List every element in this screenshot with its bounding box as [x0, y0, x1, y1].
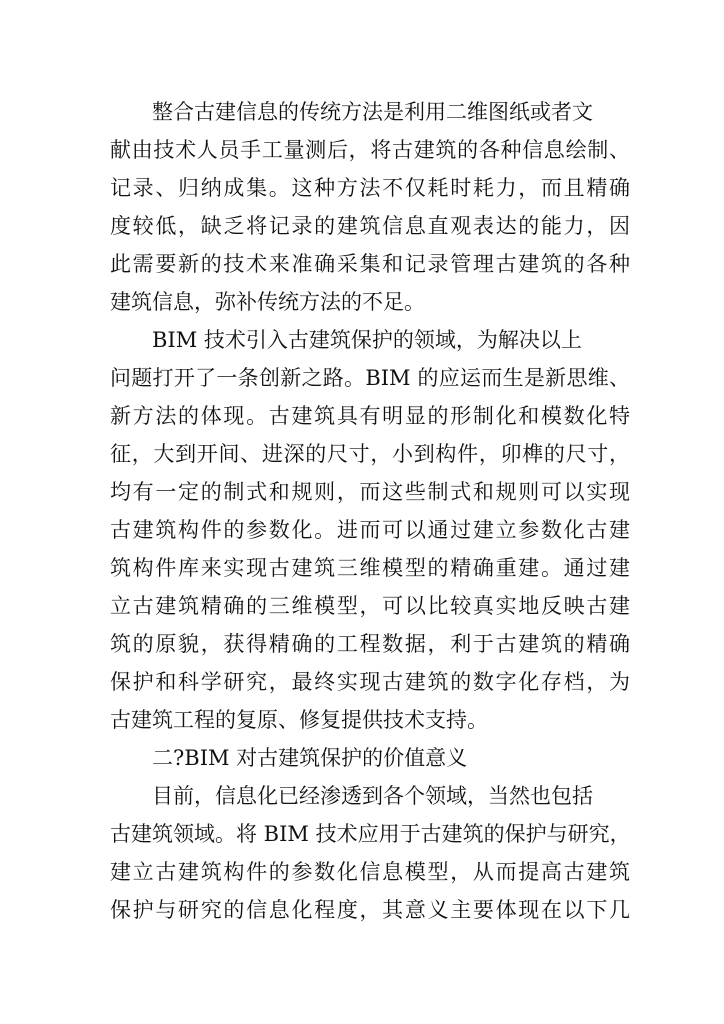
paragraph-2-line-7: 筑构件库来实现古建筑三维模型的精确重建。通过建: [110, 556, 630, 580]
paragraph-3-line-3: 建立古建筑构件的参数化信息模型，从而提高古建筑: [110, 860, 630, 884]
paragraph-3-line-2: 古建筑领域。将 BIM 技术应用于古建筑的保护与研究，: [110, 822, 631, 846]
paragraph-2-line-6: 古建筑构件的参数化。进而可以通过建立参数化古建: [110, 518, 630, 542]
paragraph-1-line-6: 建筑信息，弥补传统方法的不足。: [110, 290, 425, 314]
paragraph-1-line-2: 献由技术人员手工量测后，将古建筑的各种信息绘制、: [110, 138, 630, 162]
paragraph-3-line-4: 保护与研究的信息化程度，其意义主要体现在以下几: [110, 898, 630, 922]
paragraph-2-line-2: 问题打开了一条创新之路。BIM 的应运而生是新思维、: [110, 366, 630, 390]
paragraph-2-line-1: BIM 技术引入古建筑保护的领域，为解决以上: [152, 328, 582, 352]
paragraph-2-line-10: 保护和科学研究，最终实现古建筑的数字化存档，为: [110, 670, 630, 694]
section-heading: 二?BIM 对古建筑保护的价值意义: [152, 746, 468, 770]
paragraph-2-line-4: 征，大到开间、进深的尺寸，小到构件，卯榫的尺寸，: [110, 442, 630, 466]
paragraph-1-line-3: 记录、归纳成集。这种方法不仅耗时耗力，而且精确: [110, 176, 630, 200]
paragraph-2-line-9: 筑的原貌，获得精确的工程数据，利于古建筑的精确: [110, 632, 630, 656]
paragraph-2-line-8: 立古建筑精确的三维模型，可以比较真实地反映古建: [110, 594, 630, 618]
paragraph-2-line-3: 新方法的体现。古建筑具有明显的形制化和模数化特: [110, 404, 630, 428]
paragraph-1-line-4: 度较低，缺乏将记录的建筑信息直观表达的能力，因: [110, 214, 630, 238]
paragraph-2-line-5: 均有一定的制式和规则，而这些制式和规则可以实现: [110, 480, 630, 504]
paragraph-1-line-5: 此需要新的技术来准确采集和记录管理古建筑的各种: [110, 252, 630, 276]
paragraph-3-line-1: 目前，信息化已经渗透到各个领域，当然也包括: [152, 784, 593, 808]
paragraph-1-line-1: 整合古建信息的传统方法是利用二维图纸或者文: [152, 100, 593, 124]
paragraph-2-line-11: 古建筑工程的复原、修复提供技术支持。: [110, 708, 488, 732]
